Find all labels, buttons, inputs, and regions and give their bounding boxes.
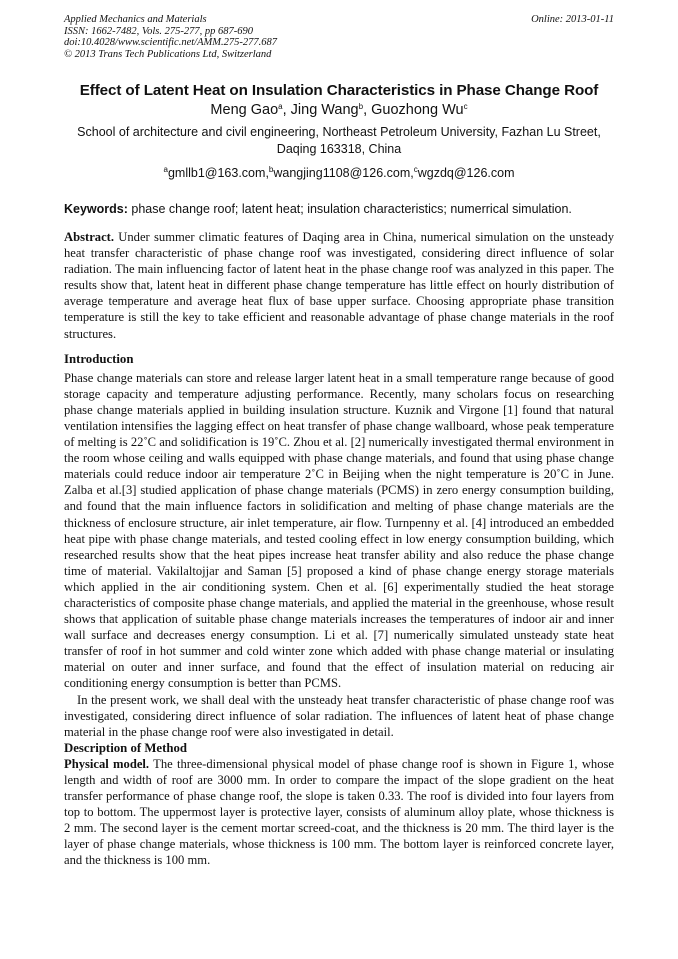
paragraph: In the present work, we shall deal with the unsteady heat transfer characteristic of phase change roof was investigated, considering direct influence of solar radiation. The influences of latent heat of phase change material in the phase change roof were also investigated in detail. [64, 692, 614, 739]
abstract-label: Abstract. [64, 230, 115, 244]
abstract [64, 229, 614, 342]
author-name: Meng Gao [210, 102, 279, 118]
method-heading: Description of Method [64, 740, 187, 755]
introduction-heading: Introduction [64, 351, 134, 366]
email-sup: b [268, 165, 274, 174]
author-sep: , [363, 102, 372, 118]
author-sup: a [278, 102, 283, 111]
email-sup: c [413, 165, 418, 174]
introduction-section [64, 370, 614, 740]
author-name: Guozhong Wu [371, 102, 464, 118]
email-address[interactable]: wangjing1108@126.com [273, 166, 411, 180]
author-sep: , [282, 102, 291, 118]
method-section [64, 756, 614, 869]
author-sup: b [358, 102, 364, 111]
email-sep: , [410, 166, 414, 180]
author-sup: c [463, 102, 468, 111]
keywords [64, 202, 614, 216]
journal-name: Applied Mechanics and Materials [64, 14, 207, 25]
email-sep: , [265, 166, 269, 180]
keywords-text: phase change roof; latent heat; insulation characteristics; numerrical simulation. [127, 202, 572, 216]
issn-line: ISSN: 1662-7482, Vols. 275-277, pp 687-690 [64, 25, 253, 37]
email-list [64, 166, 614, 180]
online-date: Online: 2013-01-11 [531, 14, 614, 25]
doi-line: doi:10.4028/www.scientific.net/AMM.275-277.687 [64, 37, 277, 49]
email-sup: a [163, 165, 168, 174]
copyright-line: © 2013 Trans Tech Publications Ltd, Switzerland [64, 48, 272, 60]
physical-model-label: Physical model. [64, 756, 150, 771]
paragraph: The three-dimensional physical model of phase change roof is shown in Figure 1, whose length and width of roof are 3000 mm. In order to compare the impact of the slope gradient on the heat transfer performance of phase change roof, the slope is taken 0.33. The roof is divided into four layers from top to bottom. The uppermost layer is protective layer, consists of aluminum alloy plate, whose thickness is 2 mm. The second layer is the cement mortar screed-coat, and the thickness is 20 mm. The third layer is the layer of phase change materials, whose thickness is 100 mm. The bottom layer is reinforced concrete layer, and the thickness is 100 mm. [64, 756, 614, 868]
author-name: Jing Wang [290, 102, 359, 118]
journal-header [64, 14, 614, 62]
affiliation [64, 124, 614, 158]
email-address[interactable]: wgzdq@126.com [417, 166, 515, 180]
email-address[interactable]: gmllb1@163.com [167, 166, 266, 180]
paper-title: Effect of Latent Heat on Insulation Characteristics in Phase Change Roof [79, 82, 599, 99]
author-list [64, 102, 614, 118]
affiliation-line: Daqing 163318, China [276, 142, 402, 156]
paper-page [64, 14, 614, 868]
paragraph: Phase change materials can store and release larger latent heat in a small temperature range because of good storage capacity and temperature adjusting performance. Recently, many scholars focus on researching phase change materials applied in building insulation structure. Kuznik and Virgone [1] found that natural ventilation intensifies the lagging effect on heat transfer of phase change wallboard, whose peak temperature of melting is 22˚C and solidification is 19˚C. Zhou et al. [2] numerically investigated thermal environment in the room whose ceiling and walls equipped with phase change materials, and found that using phase change materials could reduce indoor air temperature 2˚C in Beijing when the night temperature is 20˚C in June. Zalba et al.[3] studied application of phase change materials (PCMS) in zero energy consumption building, and found that the main influence factors in solidification and melting of phase change materials are the thickness of enclosure structure, air inlet temperature, air flow. Turnpenny et al. [4] introduced an embedded heat pipe with phase change materials, and tested cooling effect in low energy consumption building, which researched results show that the heat pipes increase heat transfer ability and also reduce the phase change time of material. Vakilaltojjar and Saman [5] proposed a kind of phase change energy storage materials which applied in the air conditioning system. Chen et al. [6] experimentally studied the heat storage characteristics of composite phase change materials, and applied the material in the greenhouse, whose result shows that application of suitable phase change materials increases the temperatures of indoor air and inner wall surface and decreases energy consumption. Li et al. [7] numerically simulated unsteady state heat transfer of roof in hot summer and cold winter zone which added with phase change material or insulating material on outer and inner surface, and found that the effect of insulation material on reducing air conditioning energy consumption is better than PCMS. [64, 370, 614, 691]
abstract-text: Under summer climatic features of Daqing area in China, numerical simulation on the unsteady heat transfer characteristic of phase change roof was investigated, considering direct influence of solar radiation. The main influencing factor of latent heat in the phase change roof was analyzed in this paper. The results show that, latent heat in different phase change temperature has little effect on hourly distribution of average temperature and average heat flux of base upper surface. Choosing appropriate phase transition temperature is still the key to take efficient and reasonable advantage of phase change materials in the roof structures. [64, 230, 614, 341]
keywords-label: Keywords: [64, 202, 128, 216]
affiliation-line: School of architecture and civil engineering, Northeast Petroleum University, Fazhan Lu Street, [77, 125, 601, 139]
